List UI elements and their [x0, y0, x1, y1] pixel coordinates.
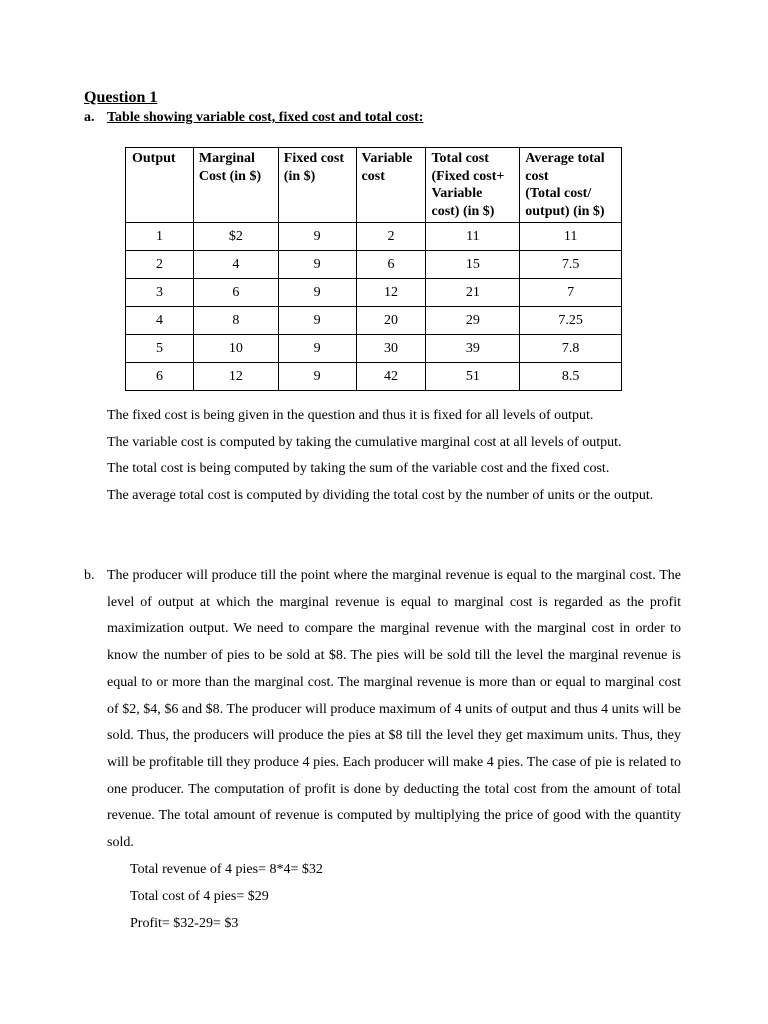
header-total-cost: Total cost (Fixed cost+ Variable cost) (in $) [426, 148, 520, 223]
profit-calculations [130, 856, 323, 937]
cell-output: 6 [126, 363, 194, 391]
cell-total-cost: 29 [426, 307, 520, 335]
cell-fixed-cost: 9 [278, 335, 356, 363]
header-marginal-cost: Marginal Cost (in $) [193, 148, 278, 223]
cell-variable-cost: 20 [356, 307, 426, 335]
cell-variable-cost: 2 [356, 223, 426, 251]
part-a-heading-line [84, 110, 423, 126]
cell-fixed-cost: 9 [278, 307, 356, 335]
total-cost-line: Total cost of 4 pies= $29 [130, 889, 269, 904]
explanation-average-total-cost: The average total cost is computed by dividing the total cost by the number of units or the output. [107, 488, 654, 504]
cell-total-cost: 51 [426, 363, 520, 391]
part-b-paragraph: The producer will produce till the point where the marginal revenue is equal to the marginal cost. The level of output at which the marginal revenue is equal to marginal cost is regarded as the profit maximization output. We need to compare the marginal revenue with the marginal cost in order to know the number of pies to be sold at $8. The pies will be sold till the level the marginal revenue is equal to or more than the marginal cost. The marginal revenue is more than or equal to marginal cost of $2, $4, $6 and $8. The producer will produce maximum of 4 units of output and thus 4 units will be sold. Thus, the producers will produce the pies at $8 till the level they get maximum units. Thus, they will be profitable till they produce 4 pies. Each producer will make 4 pies. The case of pie is related to one producer. The computation of profit is done by deducting the total cost from the amount of total revenue. The total amount of revenue is computed by multiplying the price of good with the quantity sold. [107, 568, 681, 851]
explanation-fixed-cost: The fixed cost is being given in the question and thus it is fixed for all levels of output. [107, 408, 594, 423]
cell-output: 2 [126, 251, 194, 279]
cell-marginal-cost: $2 [193, 223, 278, 251]
explanations [107, 403, 681, 510]
part-b [84, 563, 681, 857]
cell-marginal-cost: 8 [193, 307, 278, 335]
table-row [126, 335, 622, 363]
cell-variable-cost: 42 [356, 363, 426, 391]
question-title: Question 1 [84, 89, 158, 106]
cell-total-cost: 39 [426, 335, 520, 363]
header-output: Output [126, 148, 194, 223]
cell-output: 3 [126, 279, 194, 307]
cell-fixed-cost: 9 [278, 223, 356, 251]
cell-variable-cost: 6 [356, 251, 426, 279]
cell-average-total-cost: 8.5 [520, 363, 622, 391]
cell-marginal-cost: 10 [193, 335, 278, 363]
cell-average-total-cost: 7 [520, 279, 622, 307]
table-row [126, 223, 622, 251]
cell-fixed-cost: 9 [278, 363, 356, 391]
table-row [126, 307, 622, 335]
cell-output: 5 [126, 335, 194, 363]
cell-fixed-cost: 9 [278, 251, 356, 279]
table-header-row [126, 148, 622, 223]
header-fixed-cost: Fixed cost (in $) [278, 148, 356, 223]
cell-marginal-cost: 4 [193, 251, 278, 279]
table-row [126, 363, 622, 391]
cell-total-cost: 15 [426, 251, 520, 279]
cell-average-total-cost: 11 [520, 223, 622, 251]
cell-total-cost: 21 [426, 279, 520, 307]
cost-table [125, 147, 622, 391]
profit-line: Profit= $32-29= $3 [130, 916, 239, 931]
cell-output: 1 [126, 223, 194, 251]
explanation-total-cost: The total cost is being computed by taking the sum of the variable cost and the fixed cost. [107, 461, 610, 477]
cell-fixed-cost: 9 [278, 279, 356, 307]
explanation-variable-cost: The variable cost is computed by taking the cumulative marginal cost at all levels of output. [107, 434, 622, 450]
cell-average-total-cost: 7.8 [520, 335, 622, 363]
part-b-marker: b. [84, 568, 95, 583]
cell-marginal-cost: 6 [193, 279, 278, 307]
cell-variable-cost: 12 [356, 279, 426, 307]
part-a-heading: Table showing variable cost, fixed cost and total cost: [107, 110, 424, 125]
header-variable-cost: Variable cost [356, 148, 426, 223]
cell-total-cost: 11 [426, 223, 520, 251]
header-average-total-cost: Average total cost (Total cost/ output) (in $) [520, 148, 622, 223]
cell-output: 4 [126, 307, 194, 335]
cell-marginal-cost: 12 [193, 363, 278, 391]
total-revenue-line: Total revenue of 4 pies= 8*4= $32 [130, 862, 323, 877]
cell-average-total-cost: 7.5 [520, 251, 622, 279]
cell-variable-cost: 30 [356, 335, 426, 363]
table-row [126, 279, 622, 307]
part-a-marker: a. [84, 110, 95, 125]
table-row [126, 251, 622, 279]
cell-average-total-cost: 7.25 [520, 307, 622, 335]
